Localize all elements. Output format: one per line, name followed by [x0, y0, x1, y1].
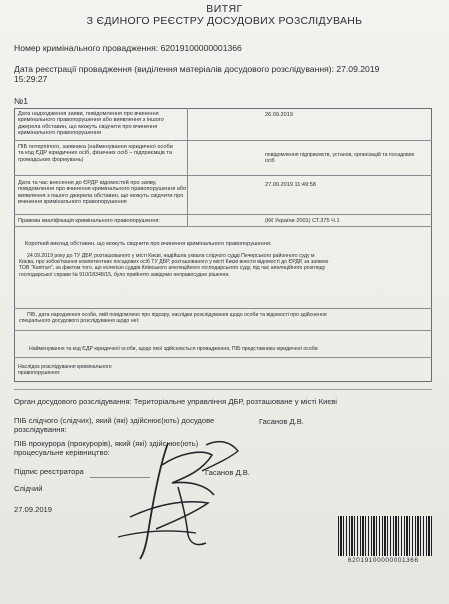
row-divider	[14, 140, 432, 141]
row-value: 26.09.2019	[265, 112, 293, 118]
row-divider	[14, 214, 432, 215]
suspect-label: ПІБ, дата народження особи, якій повідомлено про підозру, наслідки розслідування щодо особи та відомості про здійснення спеціального досудового розслідування щодо неї:	[19, 312, 327, 325]
row-label: Дата надходження заяви, повідомлення про вчинення кримінального правопорушення або виявлення з іншого джерела обставин, що можуть свідчити про вчинення кримінального правопорушення	[18, 111, 164, 137]
column-divider	[187, 108, 188, 226]
footer-date: 27.09.2019	[14, 505, 53, 514]
investigator-label: ПІБ слідчого (слідчих), який (які) здійснює(ють) досудове розслідування:	[14, 416, 215, 434]
case-number: Номер кримінального провадження: 62019100000001366	[14, 43, 242, 53]
section-divider	[14, 389, 432, 390]
row-divider	[14, 330, 432, 331]
barcode	[338, 516, 433, 556]
document-subtitle: З ЄДИНОГО РЕЄСТРУ ДОСУДОВИХ РОЗСЛІДУВАНЬ	[86, 15, 363, 27]
row-value: повідомлення підприємств, установ, організацій та посадових осіб	[265, 152, 415, 165]
signer-position: Слідчий	[14, 484, 43, 493]
row-label: Правова кваліфікація кримінального правопорушення:	[18, 218, 160, 224]
signer-name: Гасанов Д.В.	[205, 468, 250, 477]
summary-label: Короткий виклад обставин, що можуть свідчити про вчинення кримінального правопорушення:	[25, 241, 272, 247]
registration-time: 15:29:27	[14, 74, 48, 84]
row-divider	[14, 308, 432, 309]
investigator-name: Гасанов Д.В.	[259, 417, 304, 426]
document-title: ВИТЯГ	[206, 3, 243, 15]
row-divider	[14, 357, 432, 358]
registrar-signature-label: Підпис реєстратора	[14, 467, 84, 476]
registration-date: Дата реєстрації провадження (виділення матеріалів досудового розслідування): 27.09.2019	[14, 64, 380, 74]
row-divider	[14, 175, 432, 176]
legal-entity-label: Найменування та код ЄДР юридичної особи, щодо якої здійснюється провадження, ПІБ представника юридичної особи	[29, 346, 318, 352]
prosecutor-label: ПІБ прокурора (прокурорів), який (які) здійснює(ють) процесуальне керівництво:	[14, 439, 199, 457]
investigation-authority: Орган досудового розслідування: Територіальне управління ДБР, розташоване у місті Києві	[14, 397, 337, 406]
record-number: №1	[14, 96, 28, 106]
handwritten-signature	[110, 425, 260, 565]
row-divider	[14, 226, 432, 227]
row-value: (КК України 2001) СТ.375 Ч.1	[265, 218, 340, 224]
consequences-label: Наслідок розслідування кримінального правопорушення:	[18, 364, 112, 377]
row-label: ПІБ потерпілого, заявника (найменування юридичної особи та код ЄДР юридичних осіб, фізичних осіб – підприємців та громадських формувань)	[18, 144, 173, 163]
row-label: Дата та час внесення до ЄРДР відомостей про заяву, повідомлення про вчинення кримінального правопорушення або виявлення з іншого джерела обставин, що можуть свідчити про вчинення кримінального правопорушення	[18, 180, 187, 206]
row-value: 27.09.2019 11:49:58	[265, 182, 316, 188]
barcode-number: 62019100000001366	[348, 557, 419, 564]
summary-text: 24.09.2019 року до ТУ ДБР, розташованого у місті Києві, надійшла ухвала слідчого судді Печерського районного суду м Києва, про зобов'язання компетентних посадових осіб ТУ ДБР, розташованого у місті Києві внести відомості до ЄРДР, за заявою ТОВ "Капітал", за фактом того, що колегією суддів Київського апеляційного господарського суду, під час апеляційного розгляду господарської справи № 910/18348/15, було прийнято завідомо неправосудне рішення.	[19, 253, 329, 278]
